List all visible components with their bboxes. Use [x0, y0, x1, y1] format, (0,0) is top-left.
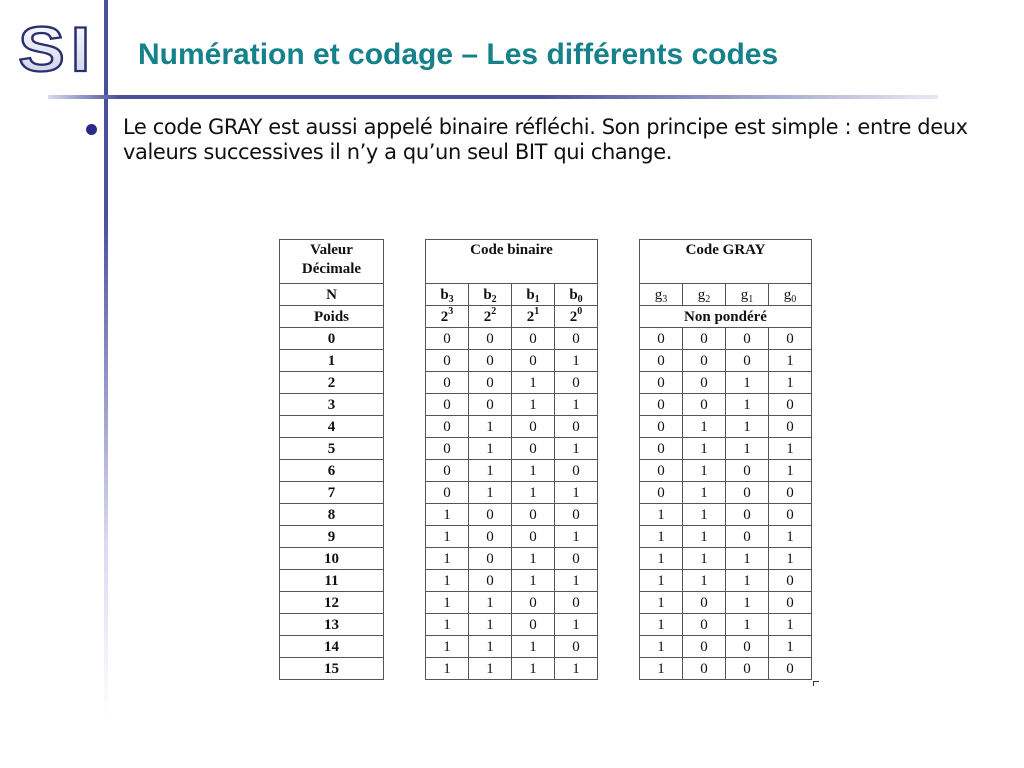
si-logo: [6, 18, 104, 88]
column-gap: [384, 394, 426, 416]
decimal-value: 8: [280, 504, 384, 526]
table-row: [280, 636, 812, 658]
binary-bit: 1: [512, 658, 555, 680]
gray-bit: 1: [769, 614, 812, 636]
binary-bit: 1: [512, 482, 555, 504]
vertical-rule: [104, 0, 108, 720]
decimal-value: 6: [280, 460, 384, 482]
column-gap: [384, 350, 426, 372]
symbol-exponent: 2: [491, 305, 497, 317]
column-gap: [384, 658, 426, 680]
gray-bit: 0: [769, 416, 812, 438]
decimal-value: 15: [280, 658, 384, 680]
gray-bit: 0: [726, 636, 769, 658]
table-row: [280, 372, 812, 394]
gray-bit: 0: [769, 482, 812, 504]
gray-bit: 1: [683, 548, 726, 570]
table-row: [280, 570, 812, 592]
column-gap: [384, 438, 426, 460]
binary-weight: [469, 306, 512, 328]
table-row: [280, 526, 812, 548]
binary-weight: [426, 306, 469, 328]
symbol-subscript: 2: [491, 293, 497, 305]
symbol-base: 2: [526, 308, 535, 325]
symbol-subscript: 1: [748, 293, 754, 305]
logo-text: SI: [18, 18, 97, 86]
gray-bit: 1: [640, 592, 683, 614]
binary-bit: 1: [426, 526, 469, 548]
gray-bit: 0: [640, 416, 683, 438]
column-gap: [384, 482, 426, 504]
table-row: [280, 548, 812, 570]
gray-bit: 0: [726, 350, 769, 372]
gray-bit: 0: [683, 658, 726, 680]
binary-bit: 1: [555, 526, 598, 548]
decimal-value: 11: [280, 570, 384, 592]
symbol-base: g: [697, 286, 706, 303]
table-row: [280, 438, 812, 460]
binary-bit: 1: [469, 460, 512, 482]
gray-bit: 0: [640, 350, 683, 372]
binary-bit: 1: [512, 548, 555, 570]
gray-bit: 0: [683, 372, 726, 394]
gray-bit: 1: [726, 438, 769, 460]
table-row: [280, 350, 812, 372]
binary-bit: 0: [469, 570, 512, 592]
binary-bit: 1: [426, 570, 469, 592]
column-gap: [384, 460, 426, 482]
column-gap: [598, 614, 640, 636]
gray-bit: 0: [769, 328, 812, 350]
binary-bit: 0: [469, 350, 512, 372]
gray-bit: 0: [726, 504, 769, 526]
weights-row: [280, 306, 812, 328]
binary-bit: 0: [512, 438, 555, 460]
binary-bit: 0: [426, 328, 469, 350]
decimal-value: 13: [280, 614, 384, 636]
gray-bit: 0: [683, 592, 726, 614]
symbol-base: 2: [440, 308, 449, 325]
column-gap: [598, 570, 640, 592]
gray-bit: 1: [769, 548, 812, 570]
gray-bit: 1: [726, 416, 769, 438]
gray-bit: 1: [640, 548, 683, 570]
gray-bit: 1: [683, 460, 726, 482]
gray-bit: 1: [726, 372, 769, 394]
binary-bit: 0: [469, 504, 512, 526]
gray-bit: 1: [769, 526, 812, 548]
binary-bit: 0: [426, 482, 469, 504]
binary-bit: 1: [469, 658, 512, 680]
binary-bit: 1: [426, 548, 469, 570]
column-gap: [598, 328, 640, 350]
column-gap: [598, 636, 640, 658]
column-gap: [598, 438, 640, 460]
gray-bit: 1: [640, 636, 683, 658]
gray-bit: 1: [769, 372, 812, 394]
binary-bit: 0: [555, 328, 598, 350]
gray-bit: 0: [769, 592, 812, 614]
gray-bit-name: [726, 284, 769, 306]
corner-mark: [813, 681, 814, 686]
symbol-subscript: 3: [662, 293, 668, 305]
binary-bit: 1: [469, 614, 512, 636]
decimal-value: 2: [280, 372, 384, 394]
gray-bit: 1: [769, 460, 812, 482]
binary-bit: 1: [555, 350, 598, 372]
symbol-subscript: 2: [705, 293, 711, 305]
binary-bit: 1: [469, 438, 512, 460]
symbol-base: g: [654, 286, 663, 303]
gray-bit: 0: [640, 328, 683, 350]
decimal-header: Valeur Décimale: [280, 240, 384, 284]
symbol-base: g: [740, 286, 749, 303]
binary-bit: 0: [469, 372, 512, 394]
column-gap: [384, 614, 426, 636]
gray-bit: 1: [683, 482, 726, 504]
decimal-value: 3: [280, 394, 384, 416]
binary-bit: 0: [512, 504, 555, 526]
gray-bit: 1: [640, 570, 683, 592]
gray-bit: 1: [640, 504, 683, 526]
table-row: [280, 504, 812, 526]
table-header-row: [280, 240, 812, 284]
binary-bit: 1: [469, 482, 512, 504]
bullet-icon: [86, 124, 97, 135]
gray-bit: 1: [640, 658, 683, 680]
binary-bit: 0: [512, 328, 555, 350]
symbol-base: b: [526, 286, 535, 303]
column-gap: [598, 284, 640, 306]
symbol-subscript: 3: [448, 293, 454, 305]
binary-bit: 1: [555, 482, 598, 504]
binary-bit: 0: [555, 460, 598, 482]
gray-header: Code GRAY: [640, 240, 812, 284]
gray-bit: 1: [769, 350, 812, 372]
decimal-value: 14: [280, 636, 384, 658]
binary-bit: 0: [426, 416, 469, 438]
symbol-base: b: [569, 286, 578, 303]
symbol-exponent: 1: [534, 305, 540, 317]
symbol-exponent: 3: [448, 305, 454, 317]
gray-bit: 1: [726, 548, 769, 570]
gray-weight-label: Non pondéré: [640, 306, 812, 328]
symbol-subscript: 1: [534, 293, 540, 305]
decimal-value: 4: [280, 416, 384, 438]
binary-bit: 1: [426, 614, 469, 636]
decimal-value: 12: [280, 592, 384, 614]
binary-bit: 1: [512, 394, 555, 416]
gray-bit: 0: [769, 658, 812, 680]
table-row: [280, 482, 812, 504]
gray-bit-name: [640, 284, 683, 306]
column-gap: [598, 658, 640, 680]
decimal-value: 5: [280, 438, 384, 460]
gray-bit: 0: [726, 658, 769, 680]
decimal-value: 7: [280, 482, 384, 504]
column-gap: [384, 372, 426, 394]
gray-bit: 1: [726, 394, 769, 416]
decimal-value: 1: [280, 350, 384, 372]
gray-bit: 1: [640, 614, 683, 636]
gray-bit: 0: [769, 570, 812, 592]
binary-bit: 0: [426, 460, 469, 482]
binary-bit: 0: [469, 548, 512, 570]
table-row: [280, 614, 812, 636]
binary-bit-name: [426, 284, 469, 306]
symbol-exponent: 0: [577, 305, 583, 317]
binary-bit: 1: [469, 592, 512, 614]
table-row: [280, 394, 812, 416]
symbol-base: b: [440, 286, 449, 303]
symbol-base: b: [483, 286, 492, 303]
gray-bit: 1: [726, 570, 769, 592]
symbol-subscript: 0: [791, 293, 797, 305]
binary-bit: 0: [555, 416, 598, 438]
gray-bit: 0: [683, 350, 726, 372]
gray-bit: 0: [640, 438, 683, 460]
gray-bit: 1: [726, 592, 769, 614]
binary-bit: 0: [555, 548, 598, 570]
gray-bit: 1: [683, 504, 726, 526]
slide-title: Numération et codage – Les différents codes: [138, 38, 779, 71]
column-gap: [598, 394, 640, 416]
binary-bit: 0: [426, 350, 469, 372]
gray-bit: 0: [683, 636, 726, 658]
binary-bit: 0: [469, 526, 512, 548]
gray-bit: 1: [769, 438, 812, 460]
table-row: [280, 592, 812, 614]
gray-bit: 1: [683, 526, 726, 548]
binary-weight: [555, 306, 598, 328]
gray-bit: 0: [683, 394, 726, 416]
gray-bit: 0: [769, 504, 812, 526]
table-row: [280, 460, 812, 482]
binary-bit: 0: [555, 592, 598, 614]
binary-bit: 0: [512, 416, 555, 438]
symbol-base: 2: [569, 308, 578, 325]
binary-bit: 0: [426, 438, 469, 460]
binary-bit: 1: [512, 372, 555, 394]
gray-bit: 1: [683, 438, 726, 460]
binary-bit: 0: [555, 504, 598, 526]
gray-bit: 0: [726, 460, 769, 482]
column-gap: [384, 284, 426, 306]
binary-bit: 0: [512, 526, 555, 548]
gray-bit: 0: [726, 526, 769, 548]
binary-bit: 0: [426, 372, 469, 394]
binary-header: Code binaire: [426, 240, 598, 284]
bit-names-row: [280, 284, 812, 306]
column-gap: [598, 504, 640, 526]
gray-bit: 1: [683, 416, 726, 438]
gray-bit: 1: [769, 636, 812, 658]
binary-bit: 1: [555, 438, 598, 460]
gray-bit: 0: [640, 372, 683, 394]
column-gap: [384, 592, 426, 614]
column-gap: [598, 592, 640, 614]
binary-bit: 0: [426, 394, 469, 416]
column-gap: [598, 372, 640, 394]
gray-bit: 1: [726, 614, 769, 636]
binary-weight: [512, 306, 555, 328]
decimal-value: 10: [280, 548, 384, 570]
gray-bit-name: [683, 284, 726, 306]
gray-code-table: [279, 239, 812, 680]
column-gap: [598, 460, 640, 482]
symbol-base: 2: [483, 308, 492, 325]
binary-bit: 1: [469, 416, 512, 438]
column-gap: [598, 306, 640, 328]
binary-bit: 1: [555, 394, 598, 416]
column-gap: [384, 526, 426, 548]
binary-bit-name: [469, 284, 512, 306]
gray-bit: 0: [683, 614, 726, 636]
gray-bit: 1: [640, 526, 683, 548]
binary-bit: 0: [512, 350, 555, 372]
binary-bit-name: [512, 284, 555, 306]
binary-bit: 0: [469, 394, 512, 416]
symbol-subscript: 0: [577, 293, 583, 305]
binary-bit: 0: [555, 636, 598, 658]
gray-bit-name: [769, 284, 812, 306]
column-gap: [384, 306, 426, 328]
column-gap: [598, 526, 640, 548]
symbol-base: g: [783, 286, 792, 303]
binary-bit: 1: [426, 592, 469, 614]
decimal-value: 0: [280, 328, 384, 350]
column-gap: [598, 482, 640, 504]
column-gap: [384, 240, 426, 284]
table-row: [280, 328, 812, 350]
table-row: [280, 416, 812, 438]
binary-bit: 0: [555, 372, 598, 394]
n-label: N: [280, 284, 384, 306]
gray-bit: 0: [726, 482, 769, 504]
column-gap: [384, 548, 426, 570]
column-gap: [598, 350, 640, 372]
column-gap: [598, 548, 640, 570]
binary-bit: 1: [555, 570, 598, 592]
gray-bit: 0: [640, 482, 683, 504]
gray-bit: 1: [683, 570, 726, 592]
binary-bit: 1: [469, 636, 512, 658]
decimal-value: 9: [280, 526, 384, 548]
binary-bit: 1: [555, 658, 598, 680]
binary-bit: 1: [512, 570, 555, 592]
binary-bit: 1: [426, 658, 469, 680]
binary-bit: 0: [469, 328, 512, 350]
column-gap: [598, 416, 640, 438]
gray-bit: 0: [640, 460, 683, 482]
binary-bit: 1: [555, 614, 598, 636]
column-gap: [598, 240, 640, 284]
column-gap: [384, 416, 426, 438]
binary-bit-name: [555, 284, 598, 306]
column-gap: [384, 504, 426, 526]
gray-bit: 0: [769, 394, 812, 416]
bullet-text: Le code GRAY est aussi appelé binaire réfléchi. Son principe est simple : entre deux valeurs successives il n’y a qu’un seul BIT qui change.: [123, 115, 968, 164]
binary-bit: 1: [426, 504, 469, 526]
binary-bit: 1: [512, 636, 555, 658]
gray-bit: 0: [640, 394, 683, 416]
gray-bit: 0: [683, 328, 726, 350]
weight-label: Poids: [280, 306, 384, 328]
column-gap: [384, 328, 426, 350]
binary-bit: 0: [512, 614, 555, 636]
binary-bit: 1: [426, 636, 469, 658]
column-gap: [384, 636, 426, 658]
column-gap: [384, 570, 426, 592]
binary-bit: 1: [512, 460, 555, 482]
table-row: [280, 658, 812, 680]
horizontal-rule: [48, 95, 938, 99]
binary-bit: 0: [512, 592, 555, 614]
gray-bit: 0: [726, 328, 769, 350]
